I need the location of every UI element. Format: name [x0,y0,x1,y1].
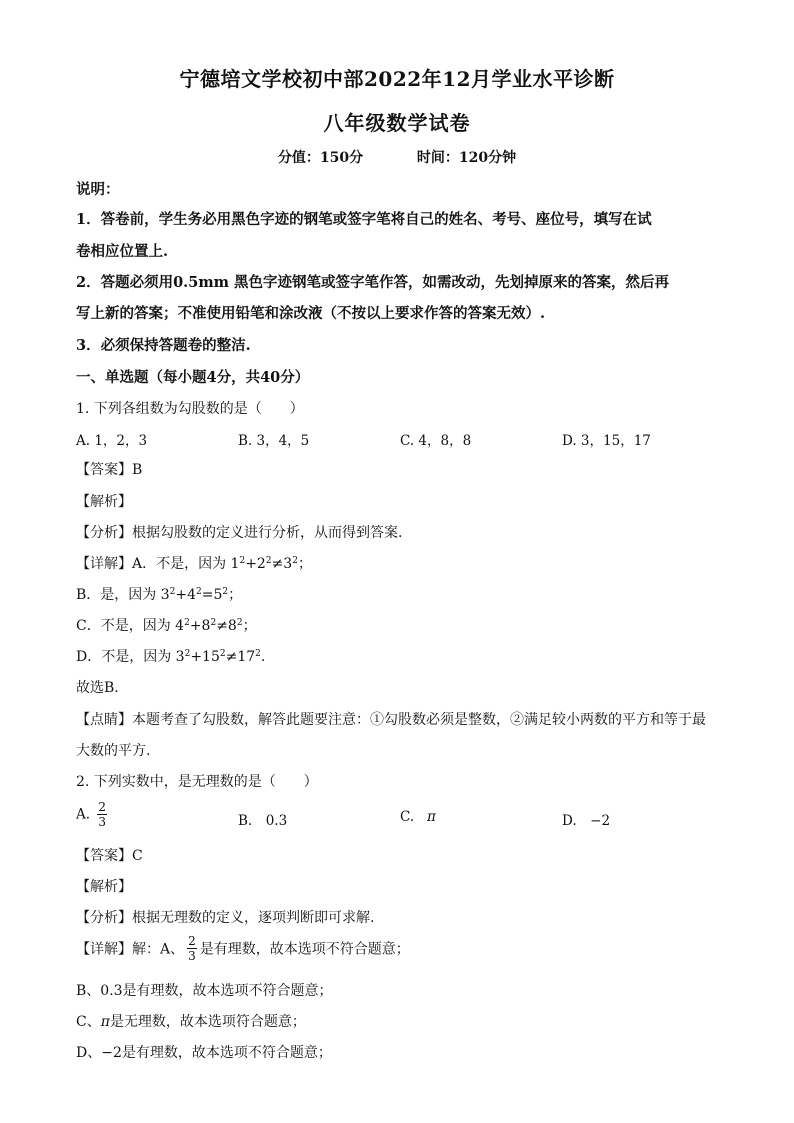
q1-option-b: B. 3，4，5 [238,433,310,449]
q1-detail-b: B．是，因为 $3^2+4^2=5^2$； [76,587,243,603]
q1-option-d: D. 3，15，17 [562,433,651,449]
q2-stem: 2. 下列实数中，是无理数的是（ ） [76,774,318,790]
pi-symbol: π [427,809,436,825]
q2-detail-b: B、0.3是有理数，故本选项不符合题意； [76,983,333,999]
q2-detail-a: 【详解】解：A、 $\frac{2}{3}$ 是有理数，故本选项不符合题意； [76,934,410,963]
q1-fenxi: 【分析】根据勾股数的定义进行分析，从而得到答案. [76,525,403,541]
q1-conclusion: 故选B. [76,680,119,696]
q1-answer: 【答案】B [76,462,143,478]
exam-meta [0,147,794,167]
q1-dianjing-b: 大数的平方. [76,743,151,759]
q2-option-d: D. −2 [562,813,611,829]
instruction-2b: 写上新的答案；不准使用铅笔和涂改液（不按以上要求作答的答案无效）. [76,305,546,322]
section-heading: 一、单选题（每小题4分，共40分） [76,369,310,386]
fraction-two-thirds: $\frac{2}{3}$ [98,800,106,829]
q2-detail-d: D、−2是有理数，故本选项不符合题意； [76,1045,332,1061]
q2-option-a: A. $\frac{2}{3}$ [76,800,106,829]
q1-detail-a: 【详解】A．不是，因为 $1^2+2^2\ne 3^2$； [76,556,312,572]
q1-detail-c: C．不是，因为 $4^2+8^2\ne 8^2$； [76,618,257,634]
time-info: 时间：120分钟 [416,150,517,166]
exam-subtitle: 八年级数学试卷 [323,111,471,135]
q2-detail-c: C、π是无理数，故本选项符合题意； [76,1014,306,1030]
instruction-2a: 2．答题必须用0.5mm 黑色字迹钢笔或签字笔作答，如需改动，先划掉原来的答案，然后再 [76,274,670,291]
instruction-3: 3．必须保持答题卷的整洁. [76,337,251,354]
instruction-1b: 卷相应位置上. [76,243,169,260]
instruction-1a: 1．答卷前，学生务必用黑色字迹的钢笔或签字笔将自己的姓名、考号、座位号，填写在试 [76,211,652,228]
score-info: 分值：150分 [277,150,364,166]
exam-title: 宁德培文学校初中部2022年12月学业水平诊断 [179,67,615,91]
fraction-two-thirds: $\frac{2}{3}$ [188,934,196,963]
q1-analysis-label: 【解析】 [76,494,132,510]
q1-detail-d: D．不是，因为 $3^2+15^2\ne 17^2$. [76,649,266,665]
q1-option-a: A. 1，2，3 [76,433,148,449]
q2-fenxi: 【分析】根据无理数的定义，逐项判断即可求解. [76,910,375,926]
instructions-heading: 说明： [76,181,120,198]
q2-answer: 【答案】C [76,848,143,864]
q2-option-b: B. 0.3 [238,813,288,829]
q1-stem: 1. 下列各组数为勾股数的是（ ） [76,401,304,417]
q1-option-c: C. 4，8，8 [400,433,472,449]
q2-option-c: C. π [400,809,436,825]
q1-dianjing-a: 【点睛】本题考查了勾股数，解答此题要注意：①勾股数必须是整数，②满足较小两数的平方和等于最 [76,712,706,728]
q2-analysis-label: 【解析】 [76,879,132,895]
pi-symbol: π [100,1014,110,1030]
